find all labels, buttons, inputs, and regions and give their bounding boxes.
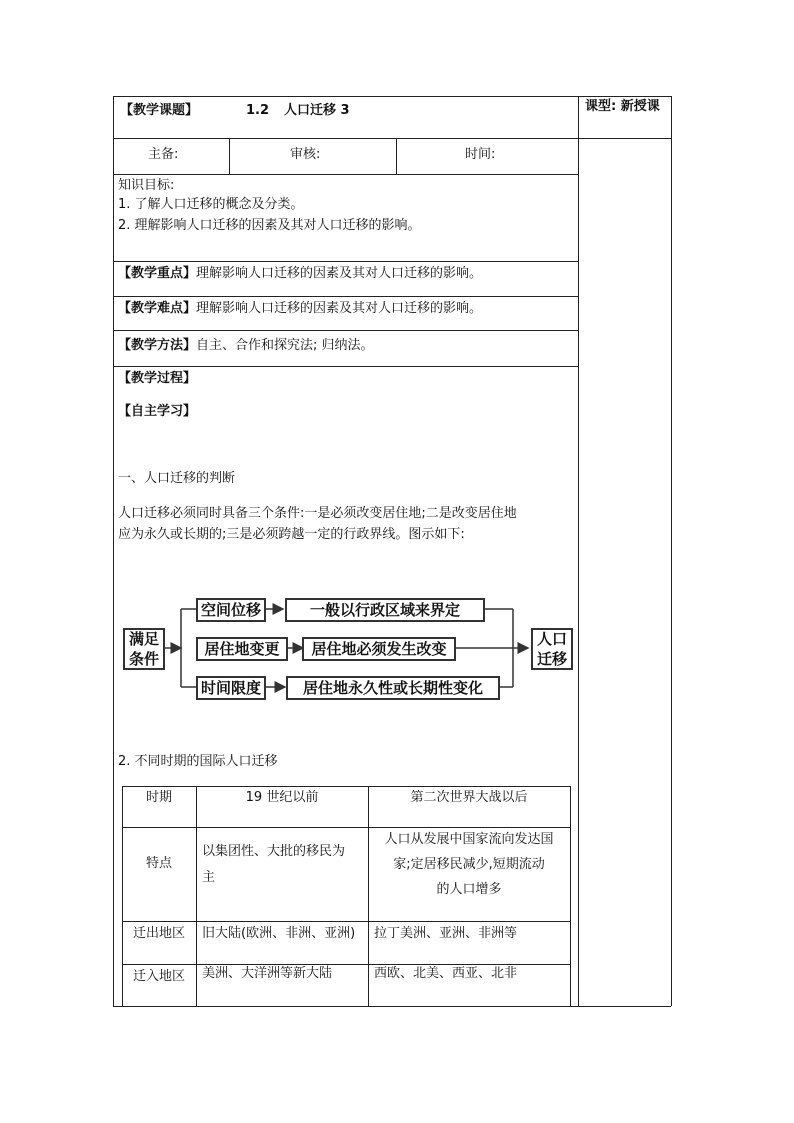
- flow-end-box: [531, 628, 573, 670]
- staff-divider-1: [229, 138, 230, 174]
- lesson-number: 1.2: [246, 103, 270, 118]
- title-label: 【教学课题】: [120, 103, 199, 118]
- self-study-heading: 【自主学习】: [118, 404, 197, 419]
- flow-condition-3: 时间限度: [196, 676, 266, 700]
- frame-top: [113, 96, 671, 97]
- flow-start-line1: 满足: [128, 630, 159, 648]
- mig-header-before: 19 世纪以前: [245, 790, 319, 805]
- flow-condition-1: 空间位移: [196, 598, 266, 622]
- mig-row-out-after: 拉丁美洲、亚洲、非洲等: [374, 926, 518, 941]
- key-point-row: [118, 265, 482, 283]
- method-label: 【教学方法】: [118, 338, 197, 353]
- time-label: 时间:: [465, 147, 496, 162]
- mig-row-out-label: 迁出地区: [132, 926, 185, 941]
- difficulty-text: 理解影响人口迁移的因素及其对人口迁移的影响。: [196, 301, 483, 316]
- row-sep-3: [113, 261, 578, 262]
- difficulty-row: [118, 300, 482, 318]
- mig-header-after: 第二次世界大战以后: [410, 790, 528, 805]
- objective-2: 2. 理解影响人口迁移的因素及其对人口迁移的影响。: [118, 218, 421, 233]
- mig-row-in-after: 西欧、北美、西亚、北非: [374, 966, 518, 981]
- preparer-label: 主备:: [148, 147, 179, 162]
- section2-title: 2. 不同时期的国际人口迁移: [118, 754, 278, 769]
- objective-1: 1. 了解人口迁移的概念及分类。: [118, 197, 304, 212]
- course-type: 课型: 新授课: [585, 99, 660, 114]
- mig-header-period: 时期: [145, 790, 172, 805]
- flow-condition-2: 居住地变更: [196, 637, 288, 661]
- course-type-bottom: [578, 138, 671, 139]
- flow-start-box: [123, 628, 165, 670]
- section1-para-line2: 应为永久或长期的;三是必须跨越一定的行政界线。图示如下:: [118, 527, 465, 542]
- difficulty-label: 【教学难点】: [118, 301, 197, 316]
- flow-result-1: 一般以行政区域来界定: [285, 598, 485, 622]
- row-sep-2: [113, 174, 578, 175]
- mig-row-features-after-1: 人口从发展中国家流向发达国: [384, 832, 554, 847]
- mig-row-in-label: 迁入地区: [132, 969, 185, 984]
- flow-start-line2: 条件: [128, 650, 159, 668]
- mig-row-features-before-1: 以集团性、大批的移民为: [202, 844, 346, 859]
- section1-para-line1: 人口迁移必须同时具备三个条件:一是必须改变居住地;二是改变居住地: [118, 506, 517, 521]
- reviewer-label: 审核:: [290, 147, 321, 162]
- frame-right: [671, 96, 672, 1006]
- objectives-heading: 知识目标:: [118, 178, 175, 193]
- lesson-title: 人口迁移 3: [284, 103, 350, 118]
- mig-row-features-before-2: 主: [202, 870, 216, 885]
- method-row: [118, 337, 374, 355]
- method-text: 自主、合作和探究法; 归纳法。: [196, 338, 374, 353]
- mig-row-features-label: 特点: [145, 856, 172, 871]
- staff-divider-2: [396, 138, 397, 174]
- frame-divider: [578, 96, 579, 1006]
- section1-title: 一、人口迁移的判断: [118, 471, 236, 486]
- mig-row-out-before: 旧大陆(欧洲、非洲、亚洲): [202, 926, 356, 941]
- flow-result-3: 居住地永久性或长期性变化: [286, 676, 500, 700]
- flow-end-line2: 迁移: [536, 650, 567, 668]
- row-sep-4: [113, 296, 578, 297]
- mig-table-col1: [196, 786, 197, 1006]
- frame-bottom: [113, 1006, 671, 1007]
- row-sep-1: [113, 138, 578, 139]
- row-sep-6: [113, 366, 578, 367]
- mig-table-right: [570, 786, 571, 1006]
- process-heading: 【教学过程】: [118, 371, 197, 386]
- flow-result-2: 居住地必须发生改变: [302, 637, 456, 661]
- mig-row-features-after-2: 家;定居移民减少,短期流动: [393, 857, 545, 872]
- flow-end-line1: 人口: [536, 630, 567, 648]
- key-point-label: 【教学重点】: [118, 266, 197, 281]
- frame-left: [113, 96, 114, 1006]
- key-point-text: 理解影响人口迁移的因素及其对人口迁移的影响。: [196, 266, 483, 281]
- row-sep-5: [113, 330, 578, 331]
- mig-row-features-after-3: 的人口增多: [436, 882, 502, 897]
- mig-row-in-before: 美洲、大洋洲等新大陆: [202, 966, 333, 981]
